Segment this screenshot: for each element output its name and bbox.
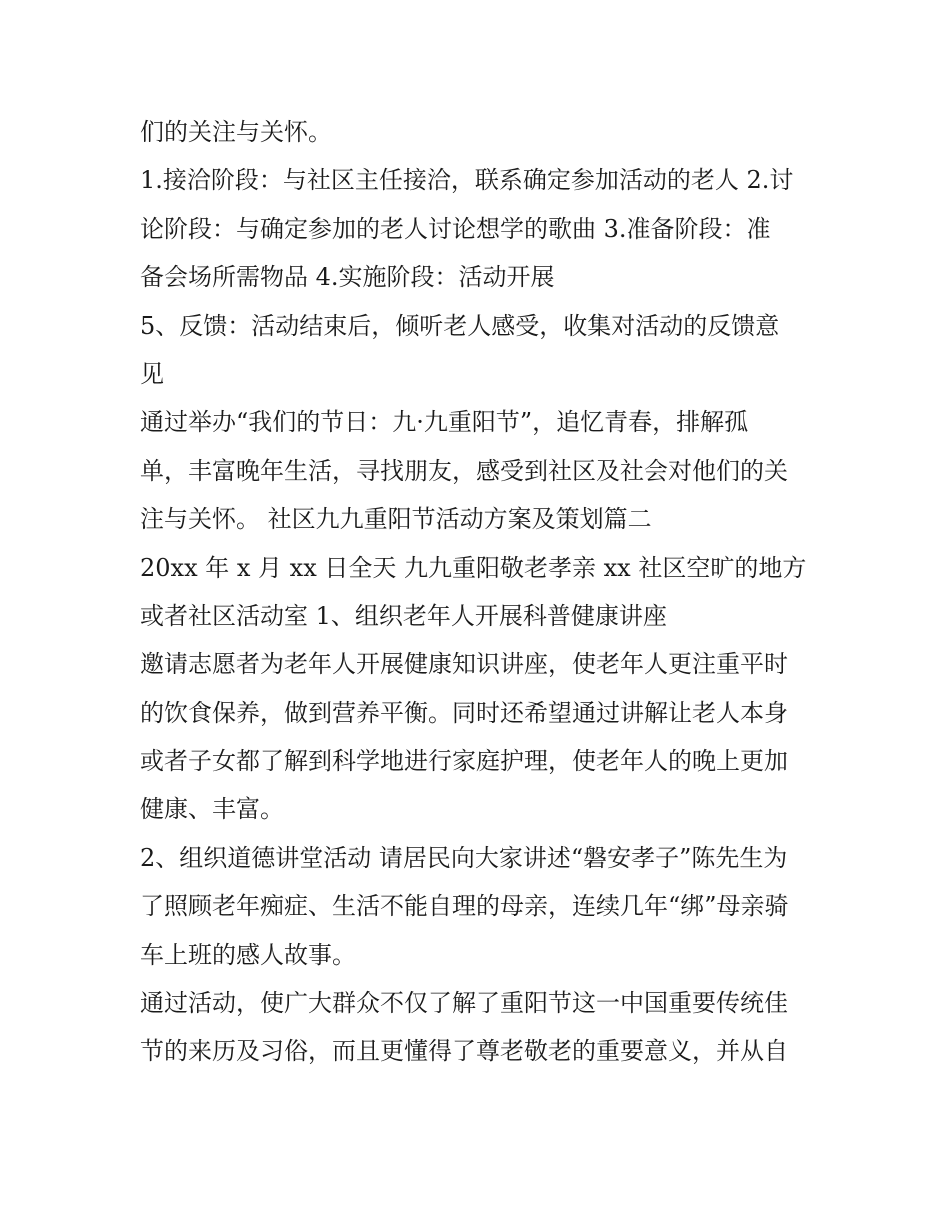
text-line: 备会场所需物品 4.实施阶段：活动开展 (140, 263, 555, 292)
text-line: 见 (140, 359, 164, 388)
text-line: 5、反馈：活动结束后，倾听老人感受，收集对活动的反馈意 (140, 311, 780, 340)
body-text (140, 108, 820, 1076)
text-line: 或者子女都了解到科学地进行家庭护理，使老年人的晚上更加 (140, 747, 788, 776)
text-line: 通过活动，使广大群众不仅了解了重阳节这一中国重要传统佳 (140, 989, 788, 1018)
text-line: 单，丰富晚年生活，寻找朋友，感受到社区及社会对他们的关 (140, 456, 788, 485)
text-line: 20xx 年 x 月 xx 日全天 九九重阳敬老孝亲 xx 社区空旷的地方 (140, 553, 807, 582)
text-line: 通过举办“我们的节日：九·九重阳节”，追忆青春，排解孤 (140, 408, 749, 437)
text-line: 的饮食保养，做到营养平衡。同时还希望通过讲解让老人本身 (140, 698, 788, 727)
text-line: 健康、丰富。 (140, 795, 284, 824)
text-line: 或者社区活动室 1、组织老年人开展科普健康讲座 (140, 601, 667, 630)
text-line: 1.接洽阶段：与社区主任接洽，联系确定参加活动的老人 2.讨 (140, 166, 794, 195)
text-line: 2、组织道德讲堂活动 请居民向大家讲述“磐安孝子”陈先生为 (140, 843, 788, 872)
text-line: 车上班的感人故事。 (140, 940, 356, 969)
text-line: 们的关注与关怀。 (140, 118, 332, 146)
text-line: 了照顾老年痴症、生活不能自理的母亲，连续几年“绑”母亲骑 (140, 892, 789, 921)
text-line: 注与关怀。 社区九九重阳节活动方案及策划篇二 (140, 505, 652, 534)
text-line: 节的来历及习俗，而且更懂得了尊老敬老的重要意义，并从自 (140, 1037, 788, 1066)
text-line: 邀请志愿者为老年人开展健康知识讲座，使老年人更注重平时 (140, 650, 788, 679)
text-line: 论阶段：与确定参加的老人讨论想学的歌曲 3.准备阶段：准 (140, 214, 771, 243)
